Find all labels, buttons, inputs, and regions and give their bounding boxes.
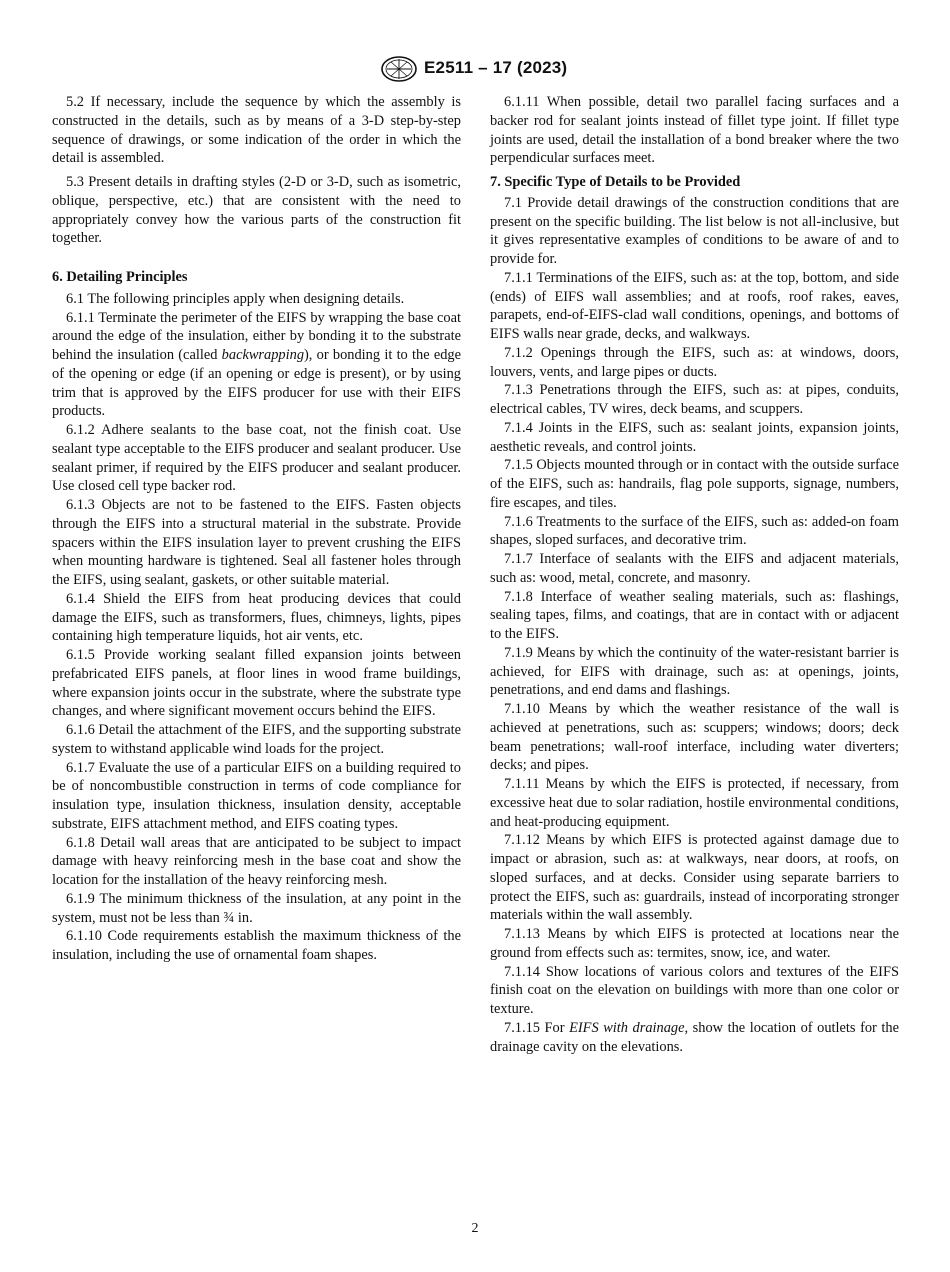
paragraph: 7.1.12 Means by which EIFS is protected against damage due to impact or abrasion, such as: at walkways, near doors, at roofs, on sloped surfaces, and at decks. Consider using separate barriers to protect the EIFS, such as: guardrails, instead of incorporating stronger materials within the wall assembly. bbox=[490, 832, 899, 924]
section-heading: 6. Detailing Principles bbox=[52, 269, 188, 285]
paragraph-text: 6.1.1 Terminate the perimeter of the EIFS by wrapping the base coat around the edge of the insulation, either by bonding it to the substrate behind the insulation (called bbox=[52, 309, 461, 363]
paragraph: 7.1.8 Interface of weather sealing materials, such as: flashings, sealing tapes, films, and coatings, that are in contact with or adjacent to the EIFS. bbox=[490, 588, 899, 642]
paragraph-text: , show the location of outlets for the drainage cavity on the elevations. bbox=[490, 1019, 899, 1055]
paragraph: 7.1.6 Treatments to the surface of the EIFS, such as: added-on foam shapes, sloped surfaces, and decorative trim. bbox=[490, 513, 899, 549]
paragraph: 7.1.11 Means by which the EIFS is protected, if necessary, from excessive heat due to solar radiation, hostile environmental conditions, and heat-producing equipment. bbox=[490, 776, 899, 830]
paragraph bbox=[52, 309, 461, 422]
page-number: 2 bbox=[471, 1221, 479, 1236]
paragraph: 7.1.2 Openings through the EIFS, such as: at windows, doors, louvers, vents, and large pipes or ducts. bbox=[490, 344, 899, 380]
paragraph: 7.1.10 Means by which the weather resistance of the wall is achieved at penetrations, such as: scuppers; windows; doors; deck beam penetrations; wall-roof interface, including water diverters; decks; and pipes. bbox=[490, 701, 899, 774]
paragraph: 6.1.3 Objects are not to be fastened to the EIFS. Fasten objects through the EIFS into a structural material in the substrate. Provide spacers within the EIFS insulation layer to prevent crushing the EIFS when mounting hardware is tightened. Seal all fastener holes through the EIFS, using sealant, gaskets, or other suitable material. bbox=[52, 497, 461, 588]
paragraph: 6.1.10 Code requirements establish the maximum thickness of the insulation, including the use of ornamental foam shapes. bbox=[52, 928, 461, 963]
paragraph: 7.1.13 Means by which EIFS is protected at locations near the ground from effects such as: termites, snow, ice, and water. bbox=[490, 926, 899, 961]
paragraph: 7.1.1 Terminations of the EIFS, such as: at the top, bottom, and side (ends) of EIFS wall assemblies; and at roofs, roof rakes, eaves, parapets, end-of-EIFS-clad wall conditions, openings, and bottoms of EIFS walls near grade, decks, and walkways. bbox=[490, 269, 899, 342]
paragraph: 7.1.5 Objects mounted through or in contact with the outside surface of the EIFS, such as: handrails, flag pole supports, signage, numbers, fire escapes, and tiles. bbox=[490, 457, 899, 511]
paragraph: 6.1.7 Evaluate the use of a particular EIFS on a building required to be of noncombustible construction in terms of code compliance for insulation type, insulation thickness, insulation density, acceptable substrate, EIFS attachment method, and EIFS coating types. bbox=[52, 759, 461, 832]
page-header bbox=[0, 56, 950, 82]
left-column bbox=[52, 93, 461, 965]
paragraph: 7.1.14 Show locations of various colors and textures of the EIFS finish coat on the elevation on buildings with more than one color or texture. bbox=[490, 963, 899, 1017]
section-heading: 7. Specific Type of Details to be Provided bbox=[490, 174, 741, 190]
paragraph: 7.1 Provide detail drawings of the construction conditions that are present on the specific building. The list below is not all-inclusive, but it gives representative examples of conditions to be aware of and to provide for. bbox=[490, 194, 899, 267]
paragraph: 7.1.7 Interface of sealants with the EIFS and adjacent materials, such as: wood, metal, concrete, and masonry. bbox=[490, 551, 899, 586]
paragraph: 6.1 The following principles apply when designing details. bbox=[66, 290, 405, 307]
paragraph: 6.1.2 Adhere sealants to the base coat, not the finish coat. Use sealant type acceptable to the EIFS producer and sealant producer. Use sealant primer, if required by the EIFS producer and sealant producer. Use closed cell type backer rod. bbox=[52, 422, 461, 495]
emphasized-term: EIFS with drainage bbox=[569, 1019, 685, 1036]
paragraph: 6.1.8 Detail wall areas that are anticipated to be subject to impact damage with heavy reinforcing mesh in the base coat and show the location for the installation of the heavy reinforcing mesh. bbox=[52, 834, 461, 888]
paragraph bbox=[490, 1019, 899, 1057]
right-column bbox=[490, 93, 899, 1056]
paragraph: 5.2 If necessary, include the sequence by which the assembly is constructed in the details, such as by means of a 3-D step-by-step sequence of drawings, or some indication of the order in which the detail is assembled. bbox=[52, 94, 461, 167]
paragraph: 6.1.11 When possible, detail two parallel facing surfaces and a backer rod for sealant joints instead of fillet type joint. If fillet type joints are used, detail the installation of a bond breaker where the two perpendicular surfaces meet. bbox=[490, 94, 899, 167]
astm-logo-icon bbox=[380, 56, 418, 82]
emphasized-term: backwrapping bbox=[221, 347, 305, 363]
paragraph: 7.1.3 Penetrations through the EIFS, such as: at pipes, conduits, electrical cables, TV wires, deck beams, and scuppers. bbox=[490, 382, 899, 417]
document-id: E2511 – 17 (2023) bbox=[424, 58, 568, 77]
paragraph: 7.1.4 Joints in the EIFS, such as: sealant joints, expansion joints, aesthetic reveals, and control joints. bbox=[490, 419, 899, 455]
paragraph: 6.1.4 Shield the EIFS from heat producing devices that could damage the EIFS, such as transformers, flues, chimneys, lights, pipes containing high temperature liquids, hot air vents, etc. bbox=[52, 590, 461, 645]
paragraph: 5.3 Present details in drafting styles (2-D or 3-D, such as isometric, oblique, perspective, etc.) that are consistent with the need to appropriately convey how the various parts of the construction fit together. bbox=[52, 174, 461, 247]
paragraph: 6.1.5 Provide working sealant filled expansion joints between prefabricated EIFS panels, at floor lines in wood frame buildings, where expansion joints occur in the substrate, where the substrate type changes, and where significant movement occurs behind the EIFS. bbox=[52, 647, 461, 720]
paragraph: 6.1.6 Detail the attachment of the EIFS, and the supporting substrate system to withstand applicable wind loads for the project. bbox=[52, 722, 461, 757]
paragraph-text: ), or bonding it to the edge of the opening or edge (if an opening or edge is present), or by using trim that is approved by the EIFS producer for use with their EIFS products. bbox=[52, 347, 462, 420]
paragraph-text: 7.1.15 For bbox=[504, 1019, 570, 1036]
paragraph: 7.1.9 Means by which the continuity of the water-resistant barrier is achieved, for EIFS with drainage, such as: at openings, joints, penetrations, and end dams and flashings. bbox=[490, 644, 899, 699]
paragraph: 6.1.9 The minimum thickness of the insulation, at any point in the system, must not be less than ¾ in. bbox=[52, 890, 461, 926]
